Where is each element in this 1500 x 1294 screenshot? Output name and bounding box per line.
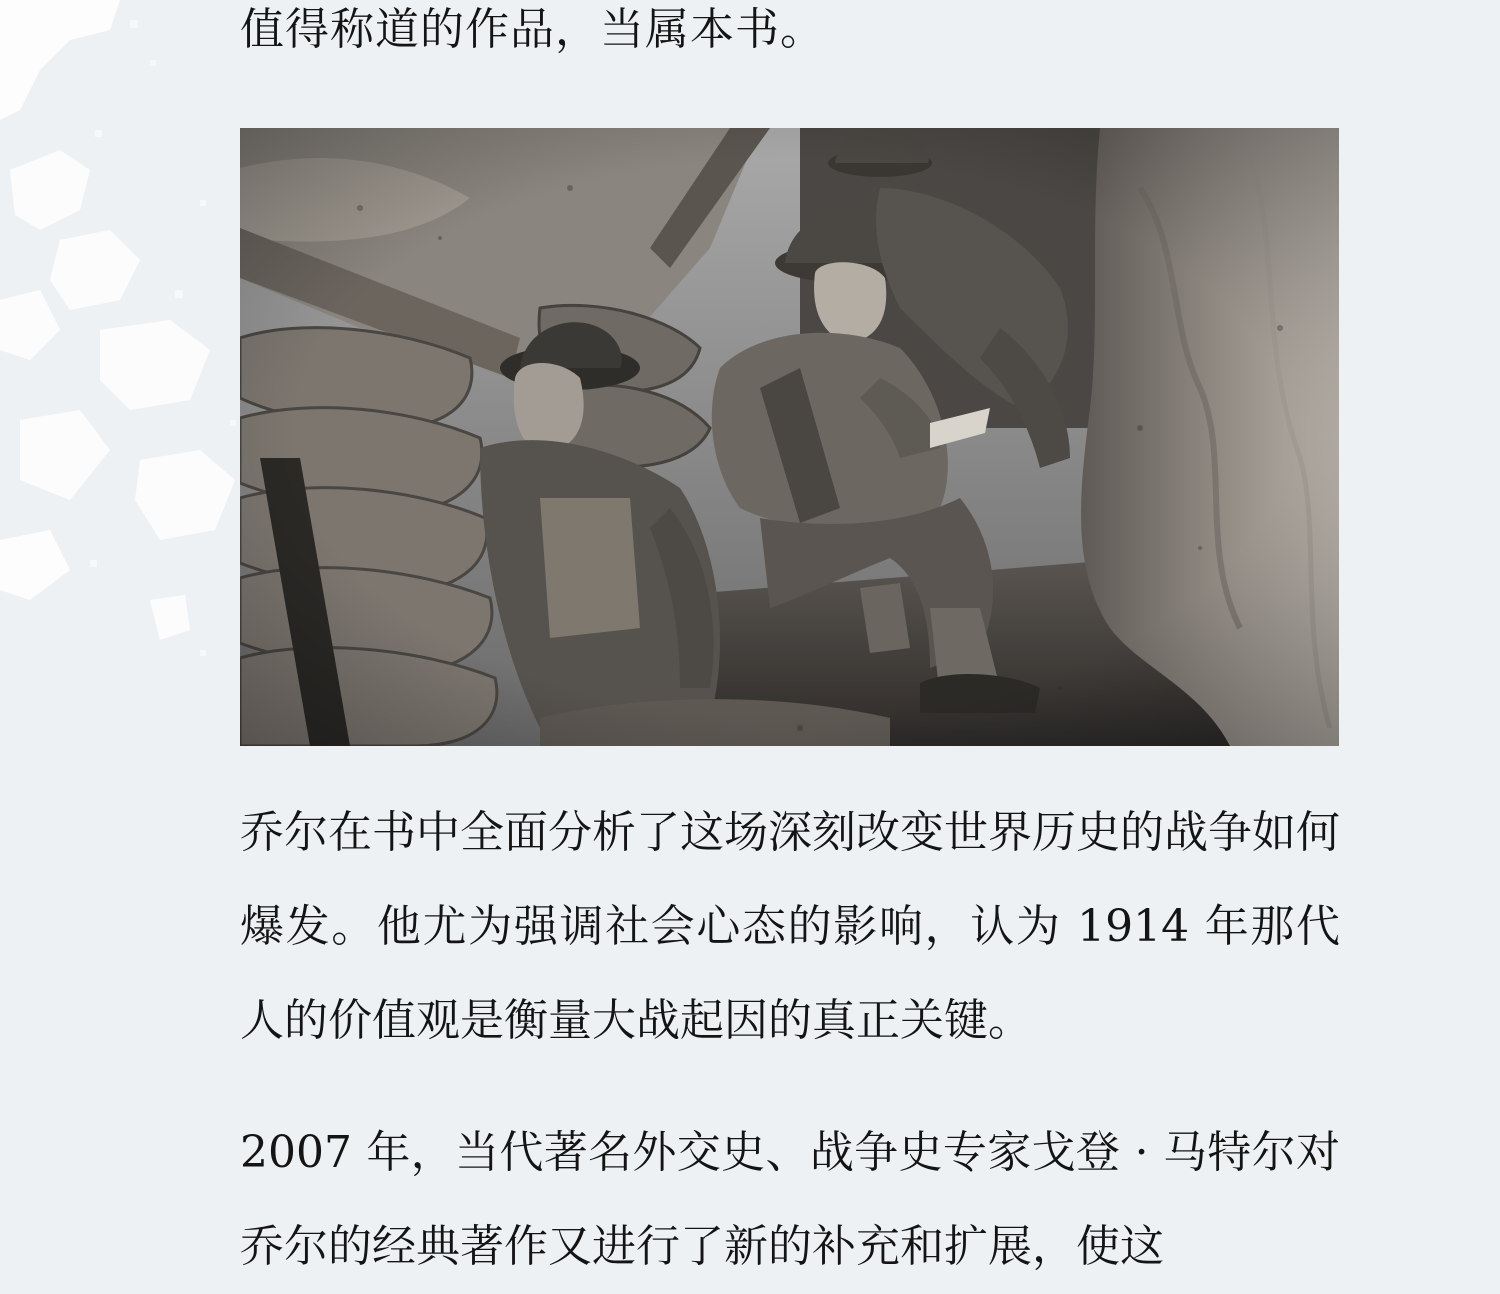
paragraph-2: 2007 年，当代著名外交史、战争史专家戈登 · 马特尔对乔尔的经典著作又进行了新的补充和扩展，使这 <box>240 1127 1340 1272</box>
intro-text-line: 值得称道的作品，当属本书。 <box>240 4 825 55</box>
trench-soldiers-photo <box>240 128 1339 746</box>
background-map-texture <box>0 0 260 820</box>
photo-illustration <box>240 128 1339 746</box>
paragraph-1: 乔尔在书中全面分析了这场深刻改变世界历史的战争如何爆发。他尤为强调社会心态的影响，认为 1914 年那代人的价值观是衡量大战起因的真正关键。 <box>240 807 1340 1046</box>
